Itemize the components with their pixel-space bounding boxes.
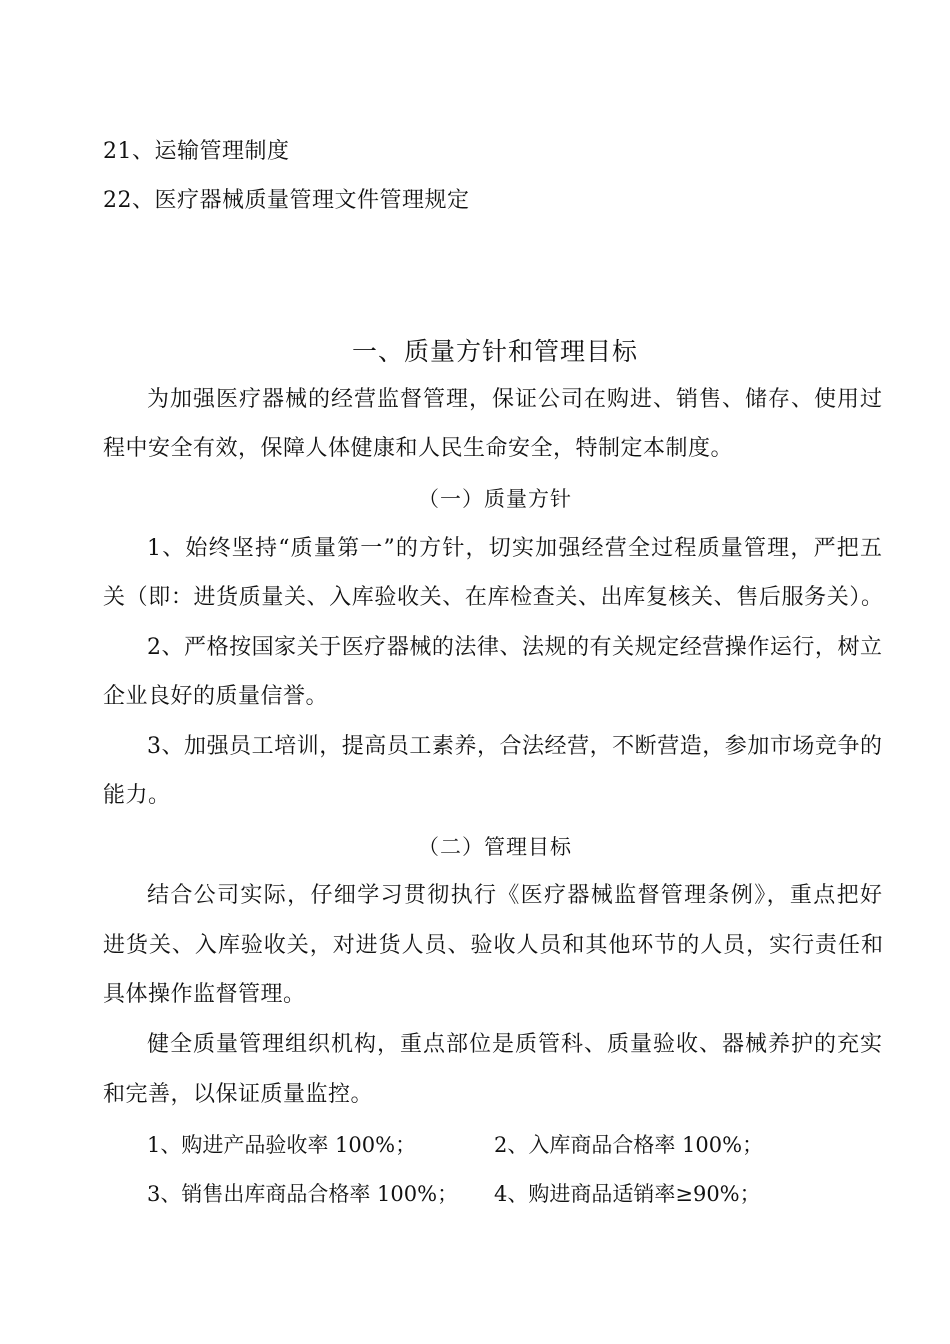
- intro-line-1: 为加强医疗器械的经营监督管理，保证公司在购进、销售、储存、使用过: [147, 387, 882, 412]
- goals-para-2-line-2: 和完善，以保证质量监控。: [103, 1082, 374, 1107]
- intro-line-2: 程中安全有效，保障人体健康和人民生命安全，特制定本制度。: [103, 436, 734, 461]
- goals-para-1-line-2: 进货关、入库验收关，对进货人员、验收人员和其他环节的人员，实行责任和: [103, 933, 883, 958]
- list-item-22: 22、医疗器械质量管理文件管理规定: [103, 188, 470, 213]
- policy-item-3-line-1: 3、加强员工培训，提高员工素养，合法经营，不断营造，参加市场竞争的: [147, 734, 882, 759]
- policy-item-1-line-2: 关（即：进货质量关、入库验收关、在库检查关、出库复核关、售后服务关）。: [103, 585, 883, 610]
- target-3: 3、销售出库商品合格率 100%；: [147, 1182, 459, 1206]
- goals-heading: （二）管理目标: [418, 835, 572, 859]
- target-4: 4、购进商品适销率≥90%；: [494, 1182, 761, 1206]
- target-1: 1、购进产品验收率 100%；: [147, 1133, 417, 1157]
- policy-item-2-line-2: 企业良好的质量信誉。: [103, 684, 329, 709]
- policy-item-1-line-1: 1、始终坚持“质量第一”的方针，切实加强经营全过程质量管理，严把五: [147, 536, 882, 561]
- policy-heading: （一）质量方针: [418, 487, 572, 511]
- target-2: 2、入库商品合格率 100%；: [494, 1133, 764, 1157]
- goals-para-1-line-1: 结合公司实际，仔细学习贯彻执行《医疗器械监督管理条例》，重点把好: [147, 883, 882, 908]
- goals-para-1-line-3: 具体操作监督管理。: [103, 982, 306, 1007]
- list-item-21: 21、运输管理制度: [103, 139, 290, 164]
- policy-item-2-line-1: 2、严格按国家关于医疗器械的法律、法规的有关规定经营操作运行，树立: [147, 635, 882, 660]
- section-title: 一、质量方针和管理目标: [351, 337, 638, 366]
- goals-para-2-line-1: 健全质量管理组织机构，重点部位是质管科、质量验收、器械养护的充实: [147, 1032, 882, 1057]
- policy-item-3-line-2: 能力。: [103, 783, 171, 808]
